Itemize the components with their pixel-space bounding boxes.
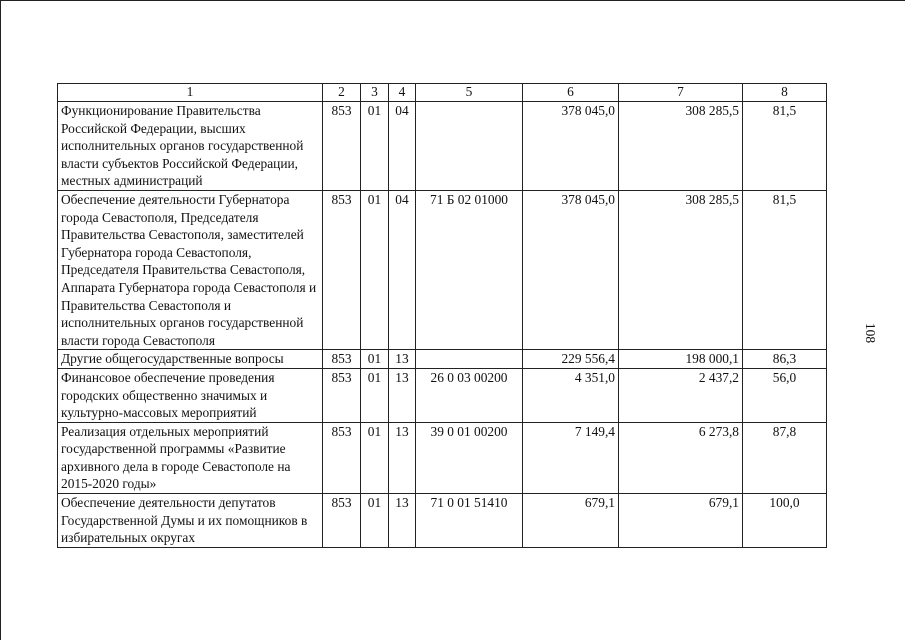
table-row [58,102,827,191]
row-target-article: 26 0 03 00200 [416,368,523,422]
row-subsection-code: 13 [389,368,416,422]
row-subsection-code: 04 [389,190,416,349]
row-execution-percent: 81,5 [743,190,827,349]
row-executed-amount: 198 000,1 [619,350,743,369]
col-header-5: 5 [416,84,523,102]
row-execution-percent: 86,3 [743,350,827,369]
table-row [58,422,827,493]
row-executed-amount: 6 273,8 [619,422,743,493]
col-header-6: 6 [523,84,619,102]
row-executed-amount: 679,1 [619,494,743,548]
row-execution-percent: 56,0 [743,368,827,422]
col-header-1: 1 [58,84,323,102]
row-planned-amount: 4 351,0 [523,368,619,422]
row-planned-amount: 679,1 [523,494,619,548]
row-planned-amount: 7 149,4 [523,422,619,493]
row-subsection-code: 13 [389,350,416,369]
row-grbs-code: 853 [323,350,361,369]
row-subsection-code: 13 [389,422,416,493]
table-row [58,494,827,548]
row-section-code: 01 [361,368,389,422]
row-execution-percent: 100,0 [743,494,827,548]
budget-table [57,83,827,548]
col-header-3: 3 [361,84,389,102]
row-planned-amount: 229 556,4 [523,350,619,369]
col-header-7: 7 [619,84,743,102]
row-target-article: 71 0 01 51410 [416,494,523,548]
row-subsection-code: 13 [389,494,416,548]
table-row [58,350,827,369]
row-executed-amount: 308 285,5 [619,190,743,349]
row-name: Другие общегосударственные вопросы [58,350,323,369]
table-row [58,368,827,422]
row-section-code: 01 [361,494,389,548]
row-executed-amount: 308 285,5 [619,102,743,191]
row-planned-amount: 378 045,0 [523,102,619,191]
row-section-code: 01 [361,102,389,191]
row-grbs-code: 853 [323,422,361,493]
row-name: Обеспечение деятельности депутатов Государственной Думы и их помощников в избирательных округах [58,494,323,548]
row-section-code: 01 [361,190,389,349]
row-grbs-code: 853 [323,190,361,349]
row-name: Обеспечение деятельности Губернатора города Севастополя, Председателя Правительства Севастополя, заместителей Губернатора города Севастополя, Председателя Правительства Севастополя, Аппарата Губернатора города Севастополя и Правительства Севастополя и исполнительных органов государственной власти города Севастополя [58,190,323,349]
row-grbs-code: 853 [323,494,361,548]
row-grbs-code: 853 [323,368,361,422]
row-target-article [416,102,523,191]
row-name: Функционирование Правительства Российской Федерации, высших исполнительных органов государственной власти субъектов Российской Федерации, местных администраций [58,102,323,191]
row-planned-amount: 378 045,0 [523,190,619,349]
row-section-code: 01 [361,350,389,369]
row-target-article: 39 0 01 00200 [416,422,523,493]
col-header-8: 8 [743,84,827,102]
col-header-4: 4 [389,84,416,102]
row-executed-amount: 2 437,2 [619,368,743,422]
row-execution-percent: 81,5 [743,102,827,191]
row-section-code: 01 [361,422,389,493]
page-number: 108 [863,322,879,344]
row-execution-percent: 87,8 [743,422,827,493]
table-row [58,190,827,349]
row-target-article [416,350,523,369]
row-subsection-code: 04 [389,102,416,191]
row-target-article: 71 Б 02 01000 [416,190,523,349]
row-name: Финансовое обеспечение проведения городских общественно значимых и культурно-массовых мероприятий [58,368,323,422]
row-name: Реализация отдельных мероприятий государственной программы «Развитие архивного дела в городе Севастополе на 2015-2020 годы» [58,422,323,493]
header-row [58,84,827,102]
col-header-2: 2 [323,84,361,102]
row-grbs-code: 853 [323,102,361,191]
